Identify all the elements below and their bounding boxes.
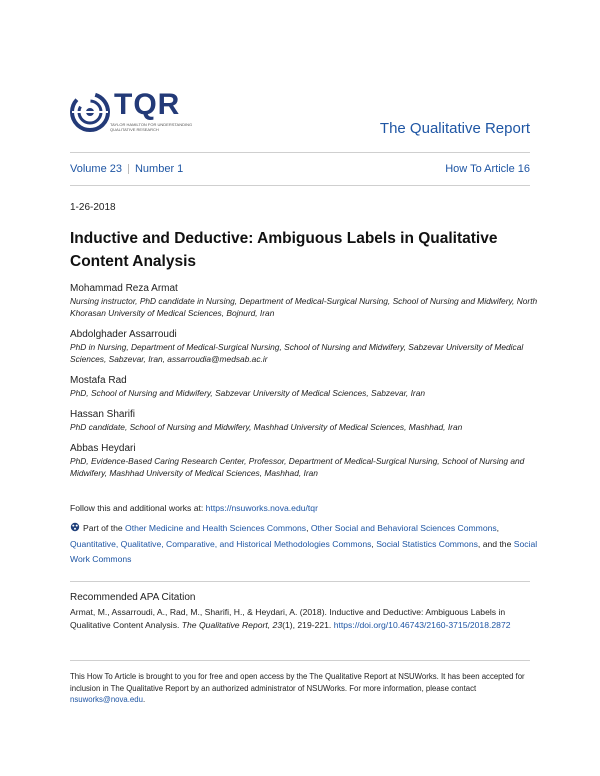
footer-divider [70, 660, 530, 661]
issue-separator [128, 164, 129, 174]
commons-link[interactable]: Quantitative, Qualitative, Comparative, and Historical Methodologies Commons [70, 538, 372, 549]
journal-title-link[interactable]: The Qualitative Report [379, 120, 530, 137]
header-divider [70, 152, 530, 153]
citation-divider [70, 581, 530, 582]
follow-line [70, 503, 540, 513]
follow-url-link[interactable]: https://nsuworks.nova.edu/tqr [205, 503, 318, 513]
globe-icon [68, 90, 112, 134]
author-entry [70, 282, 540, 319]
author-entry [70, 374, 540, 399]
article-link[interactable]: How To Article 16 [445, 163, 530, 175]
author-list [70, 282, 540, 488]
contact-email-link[interactable]: nsuworks@nova.edu [70, 695, 143, 704]
author-affiliation: PhD in Nursing, Department of Medical-Surgical Nursing, School of Nursing and Midwifery, Sabzevar University of Medical Sciences, Sabzevar, Iran, assarroudia@medsab.ac.ir [70, 342, 524, 364]
logo-wordmark: TQR [114, 88, 181, 121]
author-affiliation: PhD, Evidence-Based Caring Research Center, Professor, Department of Medical-Surgical Nursing, School of Nursing and Midwifery, Mashhad University of Medical Sciences, Mashhad, Iran [70, 456, 525, 478]
commons-separator: , [496, 523, 500, 533]
follow-prefix: Follow this and additional works at: [70, 503, 206, 513]
author-name: Abbas Heydari [70, 443, 136, 454]
author-affiliation: PhD candidate, School of Nursing and Midwifery, Mashhad University of Medical Sciences, Mashhad, Iran [70, 422, 463, 432]
citation-heading: Recommended APA Citation [70, 592, 196, 603]
apa-citation [70, 606, 540, 632]
commons-link[interactable]: Social Statistics Commons [376, 538, 478, 549]
citation-journal: The Qualitative Report, 23 [181, 620, 283, 630]
author-affiliation: PhD, School of Nursing and Midwifery, Sabzevar University of Medical Sciences, Sabzevar, Iran [70, 388, 426, 398]
author-entry [70, 442, 540, 479]
issue-divider [70, 185, 530, 186]
author-affiliation: Nursing instructor, PhD candidate in Nursing, Department of Medical-Surgical Nursing, School of Nursing and Midwifery, North Khorasan University of Medical Sciences, Bojnurd, Iran [70, 296, 538, 318]
access-notice [70, 671, 540, 706]
commons-network-icon [70, 522, 80, 532]
tqr-logo [68, 88, 193, 134]
author-name: Hassan Sharifi [70, 409, 136, 420]
part-of-commons [70, 521, 540, 568]
partof-prefix: Part of the [83, 523, 126, 533]
citation-text: Armat, M., Assarroudi, A., Rad, M., Sharifi, H., & Heydari, A. (2018). Inductive and Deductive: Ambiguous Labels in Qualitative Content Analysis. [70, 607, 506, 630]
commons-separator: , and the [477, 538, 514, 549]
number-link[interactable]: Number 1 [134, 163, 184, 175]
doi-link[interactable]: https://doi.org/10.46743/2160-3715/2018.2872 [333, 620, 511, 630]
issue-info [70, 163, 530, 175]
commons-separator: , [306, 523, 311, 533]
author-name: Abdolghader Assarroudi [70, 329, 177, 340]
author-entry [70, 328, 540, 365]
commons-separator: , [371, 538, 377, 549]
commons-link[interactable]: Other Social and Behavioral Sciences Commons [310, 523, 497, 533]
volume-link[interactable]: Volume 23 [70, 163, 122, 175]
citation-pages: (1), 219-221. [282, 620, 334, 630]
author-entry [70, 408, 540, 433]
author-name: Mostafa Rad [70, 375, 127, 386]
commons-link[interactable]: Social Work Commons [70, 538, 538, 564]
publication-date: 1-26-2018 [70, 202, 116, 213]
logo-subtitle: TAYLOR HAMILTON FOR UNDERSTANDING QUALITATIVE RESEARCH [110, 122, 193, 132]
commons-link[interactable]: Other Medicine and Health Sciences Commons [125, 523, 307, 533]
access-notice-end: . [142, 695, 146, 704]
author-name: Mohammad Reza Armat [70, 283, 178, 294]
access-notice-text: This How To Article is brought to you for free and open access by the The Qualitative Report at NSUWorks. It has been accepted for inclusion in The Qualitative Report by an authorized administrator of NSUWorks. For more information, please contact [70, 672, 525, 693]
article-title: Inductive and Deductive: Ambiguous Labels in Qualitative Content Analysis [70, 230, 498, 270]
